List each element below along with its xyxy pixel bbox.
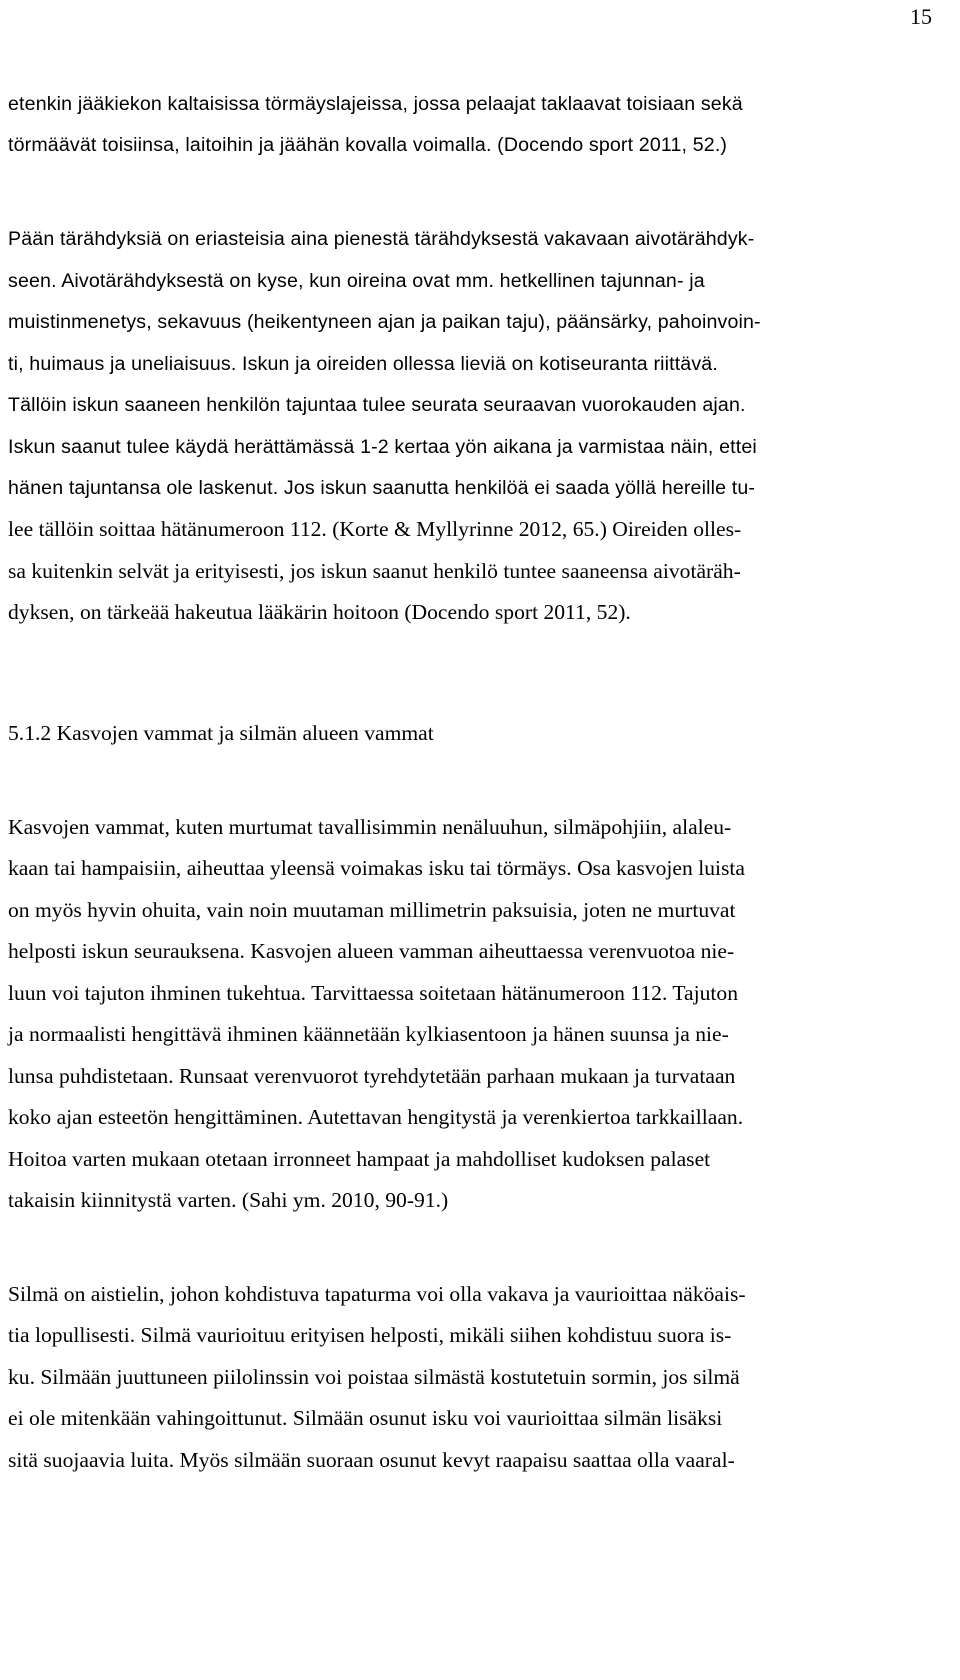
text-line: Iskun saanut tulee käydä herättämässä 1-2 kertaa yön aikana ja varmistaa näin, ettei bbox=[8, 436, 757, 458]
text-line: törmäävät toisiinsa, laitoihin ja jäähän kovalla voimalla. (Docendo sport 2011, 52.) bbox=[8, 134, 728, 156]
text-line: hänen tajuntansa ole laskenut. Jos iskun saanutta henkilöä ei saada yöllä hereille tu- bbox=[8, 477, 756, 499]
text-line: Silmä on aistielin, johon kohdistuva tapaturma voi olla vakava ja vaurioittaa näköais- bbox=[8, 1282, 746, 1306]
text-line: seen. Aivotärähdyksestä on kyse, kun oireina ovat mm. hetkellinen tajunnan- ja bbox=[8, 270, 705, 292]
section-heading: 5.1.2 Kasvojen vammat ja silmän alueen vammat bbox=[8, 721, 434, 745]
text-line: on myös hyvin ohuita, vain noin muutaman millimetrin paksuisia, joten ne murtuvat bbox=[8, 898, 736, 922]
text-line: takaisin kiinnitystä varten. (Sahi ym. 2010, 90-91.) bbox=[8, 1188, 449, 1212]
text-line: muistinmenetys, sekavuus (heikentyneen ajan ja paikan taju), päänsärky, pahoinvoin- bbox=[8, 311, 761, 333]
text-line: dyksen, on tärkeää hakeutua lääkärin hoitoon (Docendo sport 2011, 52). bbox=[8, 600, 631, 624]
text-line: etenkin jääkiekon kaltaisissa törmäyslajeissa, jossa pelaajat taklaavat toisiaan sekä bbox=[8, 93, 743, 115]
text-line: sitä suojaavia luita. Myös silmään suoraan osunut kevyt raapaisu saattaa olla vaaral- bbox=[8, 1448, 735, 1472]
text-line: ja normaalisti hengittävä ihminen käännetään kylkiasentoon ja hänen suunsa ja nie- bbox=[8, 1022, 729, 1046]
text-line: Kasvojen vammat, kuten murtumat tavallisimmin nenäluuhun, silmäpohjiin, alaleu- bbox=[8, 815, 732, 839]
text-line: tia lopullisesti. Silmä vaurioituu erityisen helposti, mikäli siihen kohdistuu suora is- bbox=[8, 1323, 732, 1347]
text-line: kaan tai hampaisiin, aiheuttaa yleensä voimakas isku tai törmäys. Osa kasvojen luista bbox=[8, 856, 745, 880]
text-line: helposti iskun seurauksena. Kasvojen alueen vamman aiheuttaessa verenvuotoa nie- bbox=[8, 939, 735, 963]
text-line: lee tällöin soittaa hätänumeroon 112. (Korte & Myllyrinne 2012, 65.) Oireiden olles- bbox=[8, 517, 742, 541]
text-line: sa kuitenkin selvät ja erityisesti, jos iskun saanut henkilö tuntee saaneensa aivotäräh- bbox=[8, 559, 741, 583]
text-line: ti, huimaus ja uneliaisuus. Iskun ja oireiden ollessa lieviä on kotiseuranta riittävä. bbox=[8, 353, 718, 375]
text-line: Tällöin iskun saaneen henkilön tajuntaa tulee seurata seuraavan vuorokauden ajan. bbox=[8, 394, 746, 416]
text-line: ku. Silmään juuttuneen piilolinssin voi poistaa silmästä kostutetuin sormin, jos silmä bbox=[8, 1365, 740, 1389]
text-line: Pään tärähdyksiä on eriasteisia aina pienestä tärähdyksestä vakavaan aivotärähdyk- bbox=[8, 228, 755, 250]
text-line: lunsa puhdistetaan. Runsaat verenvuorot tyrehdytetään parhaan mukaan ja turvataan bbox=[8, 1064, 736, 1088]
page-number: 15 bbox=[910, 4, 932, 29]
text-line: Hoitoa varten mukaan otetaan irronneet hampaat ja mahdolliset kudoksen palaset bbox=[8, 1147, 711, 1171]
text-line: koko ajan esteetön hengittäminen. Autettavan hengitystä ja verenkiertoa tarkkaillaan. bbox=[8, 1105, 744, 1129]
text-line: luun voi tajuton ihminen tukehtua. Tarvittaessa soitetaan hätänumeroon 112. Tajuton bbox=[8, 981, 739, 1005]
text-line: ei ole mitenkään vahingoittunut. Silmään osunut isku voi vaurioittaa silmän lisäksi bbox=[8, 1406, 723, 1430]
